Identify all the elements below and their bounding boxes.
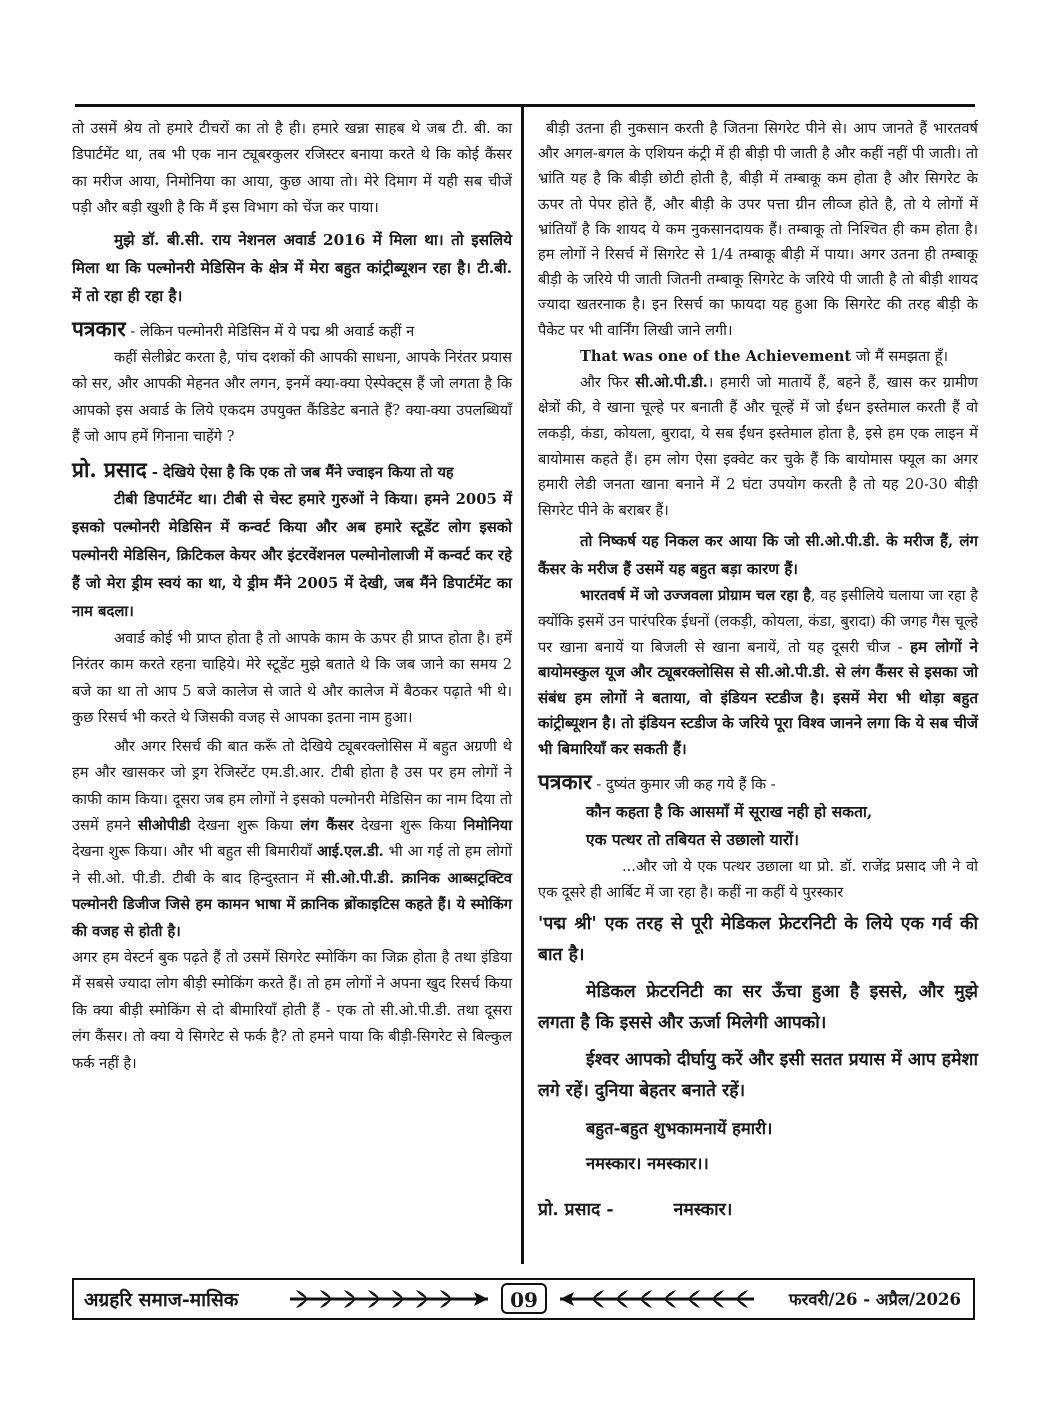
paragraph-bold: टीबी डिपार्टमेंट था। टीबी से चेस्ट हमारे गुरुओं ने किया। हमने 2005 में इसको पल्मोनरी मेडिसिन में कन्वर्ट किया और अब हमारे स्टूडेंट लोग इसको पल्मोनरी मेडिसिन, क्रिटिकल केयर और इंटरवेंशनल पल्मोनोलाजी में कन्वर्ट कर रहे हैं जो मेरा ड्रीम स्वयं का था, ये ड्रीम मैंने 2005 में देखी, जब मैंने डिपार्टमेंट का नाम बदला। xyxy=(72,491,512,621)
paragraph xyxy=(72,734,512,945)
closing-text: नमस्कार। xyxy=(673,1199,733,1220)
text-run: , वह इसीलिये चलाया जा रहा है क्योंकि इसमें उन पारंपरिक ईधनों (लकड़ी, कोयला, कंडा, बुरादा) की जगह गैस चूल्हे पर खाना बनायें या बिजली से खाना बनायें, तो यह दूसरी चीज - xyxy=(538,587,978,656)
paragraph xyxy=(538,370,978,524)
term-pneumonia: निमोनिया xyxy=(463,816,513,834)
text-run: देखना शुरू किया। और भी बहुत सी बिमारीयाँ xyxy=(72,843,317,861)
achievement-english: That was one of the Achievement xyxy=(580,347,852,365)
text-run-bold: सी.ओ.पी.डी. क्रानिक आब्सट्रक्टिव पल्मोनरी डिजीज जिसे हम कामन भाषा में क्रानिक ब्रोंकाइटिस कहते हैं। ये स्मोकिंग की वजह से होती है। xyxy=(72,869,512,940)
term-copd: सीओपीडी xyxy=(138,816,191,834)
text-run: और अगर रिसर्च की बात करूँ तो देखिये ट्यूबरक्लोसिस में बहुत अग्रणी थे हम और खासकर जो ड्रग रेजिस्टेंट एम.डी.आर. टीबी होता है उस पर हम लोगों ने काफी काम किया। दूसरा जब हम लोगों ने इसको पल्मोनरी मेडिसिन का नाम दिया तो उसमें हमने xyxy=(72,737,512,834)
poem-line: कौन कहता है कि आसमाँ में सूराख नही हो सकता, xyxy=(586,801,873,821)
paragraph-bold: मेडिकल फ्रेटरनिटी का सर ऊँचा हुआ है इससे, और मुझे लगता है कि इससे और ऊर्जा मिलेगी आपको। xyxy=(538,981,978,1033)
paragraph: अगर हम वेस्टर्न बुक पढ़ते हैं तो उसमें सिगरेट स्मोकिंग का जिक्र होता है तथा इंडिया में सबसे ज्यादा लोग बीड़ी स्मोकिंग करते हैं। तो हम लोगों ने अपना खुद रिसर्च किया कि क्या बीड़ी स्मोकिंग से दो बीमारियाँ होती हैं - एक तो सी.ओ.पी.डी. तथा दूसरा लंग कैंसर। तो क्या ये सिगरेट से फर्क है? तो हमने पाया कि बीड़ी-सिगरेट से बिल्कुल फर्क नहीं है। xyxy=(72,948,512,1072)
vine-ornament-left-icon xyxy=(288,1288,493,1310)
text-run: और फिर xyxy=(580,373,636,391)
page-number: 09 xyxy=(501,1283,547,1314)
question-journalist xyxy=(538,767,978,798)
paragraph-bold: 'पद्म श्री' एक तरह से पूरी मेडिकल फ्रेटरनिटी के लिये एक गर्व की बात है। xyxy=(538,913,978,965)
page-footer xyxy=(72,1278,975,1320)
text-run: जो मैं समझता हूँ। xyxy=(851,347,948,365)
paragraph: तो उसमें श्रेय तो हमारे टीचरों का तो है ही। हमारे खन्ना साहब थे जब टी. बी. का डिपार्टमेंट था, तब भी एक नान ट्यूबरकुलर रजिस्टर बनाया करते थे कि कोई कैंसर का मरीज आया, निमोनिया का आया, कुछ आया तो। मेरे दिमाग में यही सब चीजें पड़ी और बड़ी खुशी है कि मैं इस विभाग को चेंज कर पाया। xyxy=(72,120,512,217)
question-text: - लेकिन पल्मोनरी मेडिसिन में ये पद्म श्री अवार्ड कहीं न xyxy=(125,322,415,340)
text-run: भी आ गई तो हम लोगों ने सी.ओ. पी.डी. टीबी के बाद हिन्दुस्तान में xyxy=(72,843,512,887)
paragraph: बीड़ी उतना ही नुकसान करती है जितना सिगरेट पीने से। आप जानते हैं भारतवर्ष और अगल-बगल के एशियन कंट्री में ही बीड़ी पी जाती है और कहीं नहीं पी जाती। तो भ्रांति यह है कि बीड़ी छोटी होती है, बीड़ी में तम्बाकू कम होता है और सिगरेट के ऊपर तो पेपर होते हैं, और बीड़ी के उपर पत्ता ग्रीन लीव्ज होते है, तो ये लोगों में भ्रांतियाँ है कि शायद ये कम नुकसानदायक हैं। तम्बाकू तो निश्चित ही कम होता है। हम लोगों ने रिसर्च में सिगरेट से 1/4 तम्बाकू बीड़ी में पाया। अगर उतना ही तम्बाकू बीड़ी के जरिये पी जाती जितनी तम्बाकू सिगरेट के जरिये पी जाती है तो बीड़ी शायद ज्यादा खतरनाक है। इन रिसर्च का फायदा यह हुआ कि सिगरेट की तरह बीड़ी के पैकेट पर भी वार्निंग लिखी जाने लगी। xyxy=(538,120,978,339)
issue-date-range: फरवरी/26 - अप्रैल/2026 xyxy=(788,1290,961,1309)
answer-professor xyxy=(72,455,512,486)
speaker-label: प्रो. प्रसाद - xyxy=(538,1199,614,1220)
closing-line xyxy=(538,1197,978,1223)
term-copd: सी.ओ.पी.डी. xyxy=(635,373,708,391)
question-text: - दुष्यंत कुमार जी कह गये हैं कि - xyxy=(591,775,776,793)
question-journalist xyxy=(72,314,512,345)
speaker-label: पत्रकार xyxy=(538,768,592,794)
answer-text: - देखिये ऐसा है कि एक तो जब मैंने ज्वाइन किया तो यह xyxy=(146,463,454,481)
magazine-title: अग्रहरि समाज-मासिक xyxy=(84,1289,239,1311)
paragraph-bold: बहुत-बहुत शुभकामनायें हमारी। xyxy=(586,1118,773,1138)
left-column xyxy=(72,116,512,1077)
column-divider xyxy=(521,104,524,1264)
paragraph-bold: नमस्कार। नमस्कार।। xyxy=(586,1153,709,1173)
term-lung-cancer: लंग कैंसर xyxy=(300,816,354,834)
paragraph: ...और जो ये एक पत्थर उछाला था प्रो. डॉ. राजेंद्र प्रसाद जी ने वो एक दूसरे ही आर्बिट में जा रहा है। कहीं ना कहीं ये पुरस्कार xyxy=(538,857,978,902)
speaker-label: प्रो. प्रसाद xyxy=(72,456,147,482)
paragraph: कहीं सेलीब्रेट करता है, पांच दशकों की आपकी साधना, आपके निरंतर प्रयास को सर, और आपकी मेहनत और लगन, इनमें क्या-क्या ऐस्पेक्ट्स हैं जो लगता है कि आपको इस अवार्ड के लिये एकदम उपयुक्त कैंडिडेट बनाते हैं? क्या-क्या उपलब्धियाँ हैं जो आप हमें गिनाना चाहेंगे ? xyxy=(72,349,512,446)
text-run: । हमारी जो मातायें हैं, बहने हैं, खास कर ग्रामीण क्षेत्रों की, वे खाना चूल्हे पर बनाती हैं और चूल्हें में जो ईंधन इस्तेमाल करती हैं वो लकड़ी, कंडा, कोयला, बुरादा, ये सब ईंधन इस्तेमाल होता है, इसे हम एक लाइन में बायोमास कहते हैं। हम लोग ऐसा इक्वेट कर चुके हैं कि बायोमास फ्यूल का अगर हमारी लेडी जनता खाना बनाने में 2 घंटा उपयोग करती है तो यह 20-30 बीड़ी सिगरेट पीने के बराबर हैं। xyxy=(538,373,978,519)
speaker-label: पत्रकार xyxy=(72,315,126,341)
vine-ornament-right-icon xyxy=(556,1288,756,1310)
text-run: देखना शुरू किया xyxy=(190,816,301,834)
text-run-bold: हम लोगों ने बायोमस्कुल यूज और ट्यूबरक्लोसिस से सी.ओ.पी.डी. से लंग कैंसर से इसका जो संबंध हम लोगों ने बताया, वो इंडियन स्टडीज है। इसमें मेरा भी थोड़ा बहुत कांट्रीब्यूशन है। तो इंडियन स्टडीज के जरिये पूरा विश्व जानने लगा कि ये सब चीजें भी बिमारियाँ कर सकती हैं। xyxy=(538,637,978,758)
paragraph-bold: मुझे डॉ. बी.सी. राय नेशनल अवार्ड 2016 में मिला था। तो इसलिये मिला था कि पल्मोनरी मेडिसिन के क्षेत्र में मेरा बहुत कांट्रीब्यूशन रहा है। टी.बी. में तो रहा ही रहा है। xyxy=(72,230,512,305)
paragraph xyxy=(538,583,978,762)
paragraph: अवार्ड कोई भी प्राप्त होता है तो आपके काम के ऊपर ही प्राप्त होता है। हमें निरंतर काम करते रहना चाहिये। मेरे स्टूडेंट मुझे बताते थे कि जब जाने का समय 2 बजे का था तो आप 5 बजे कालेज से जाते थे और कालेज में बैठकर पढ़ाते भी थे। कुछ रिसर्च भी करते थे जिसकी वजह से आपका इतना नाम हुआ। xyxy=(72,630,512,727)
paragraph-bold: तो निष्कर्ष यह निकल कर आया कि जो सी.ओ.पी.डी. के मरीज हैं, लंग कैंसर के मरीज हैं उसमें यह बहुत बड़ा कारण हैं। xyxy=(538,532,978,579)
paragraph-bold: ईश्वर आपको दीर्घायु करें और इसी सतत प्रयास में आप हमेशा लगे रहें। दुनिया बेहतर बनाते रहें। xyxy=(538,1049,978,1101)
top-rule xyxy=(75,104,975,107)
text-run-bold: भारतवर्ष में जो उज्जवला प्रोग्राम चल रहा है xyxy=(580,587,811,605)
achievement-line xyxy=(538,343,978,370)
right-column xyxy=(538,116,978,1223)
term-ild: आई.एल.डी. xyxy=(316,843,384,861)
text-run: देखना शुरू किया xyxy=(353,816,464,834)
poem-line: एक पत्थर तो तबियत से उछालो यारों। xyxy=(586,829,799,849)
